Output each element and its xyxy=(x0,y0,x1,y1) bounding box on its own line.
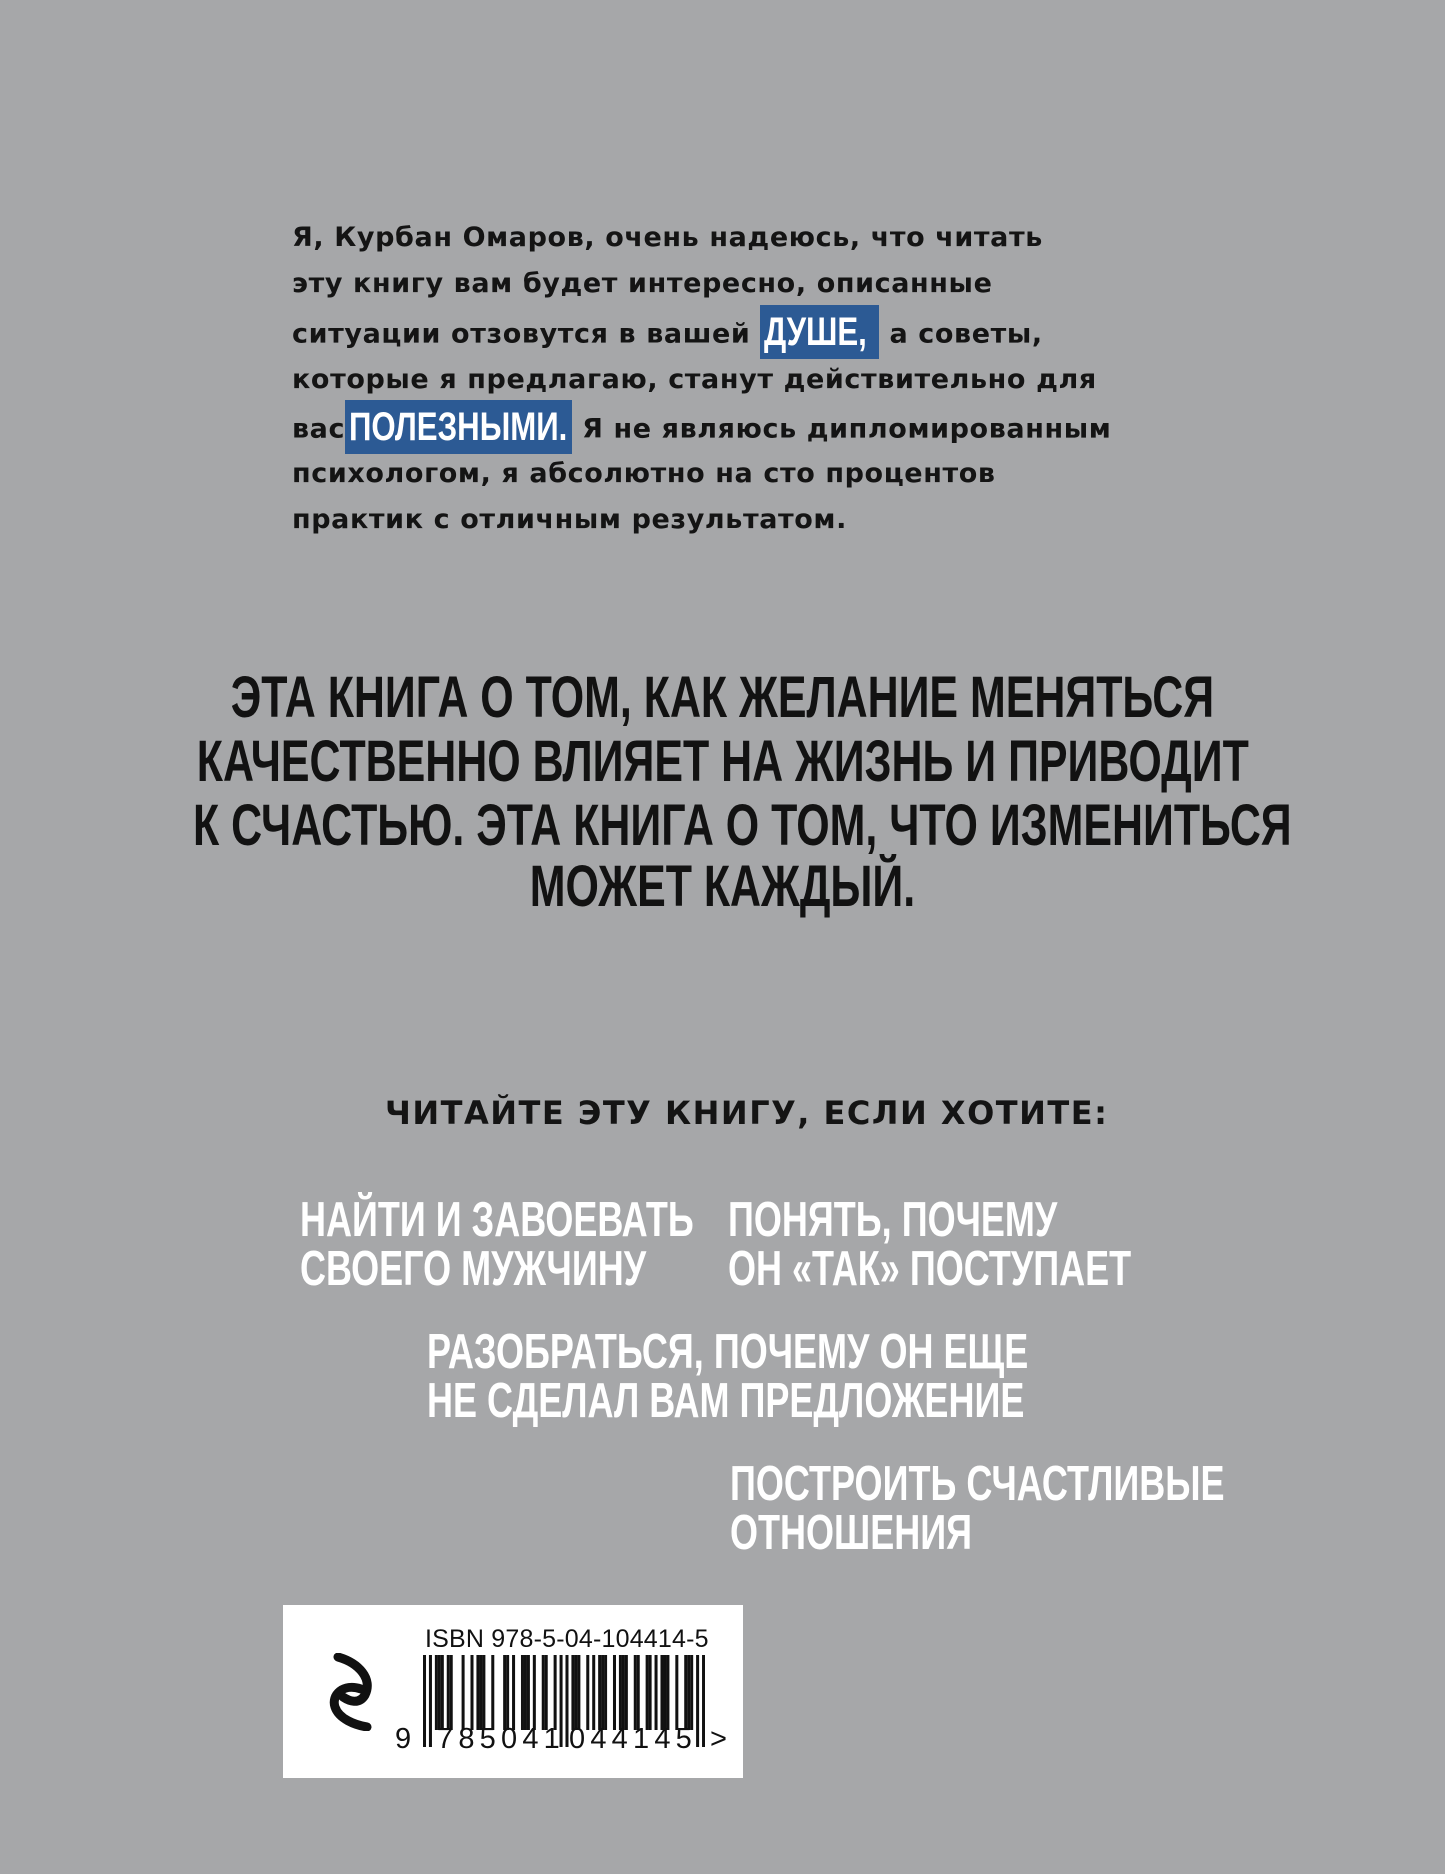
intro-text: а советы, xyxy=(889,318,1043,350)
reason-line: СВОЕГО МУЖЧИНУ xyxy=(300,1242,647,1296)
reason-line: НАЙТИ И ЗАВОЕВАТЬ xyxy=(300,1193,694,1247)
barcode-left-digits: 785041 xyxy=(437,1723,565,1755)
headline-line: МОЖЕТ КАЖДЫЙ. xyxy=(529,854,916,919)
intro-text: вас xyxy=(292,413,346,445)
intro-text: Я, Курбан Омаров, очень надеюсь, что читать xyxy=(292,222,1043,253)
highlight-word-useful: ПОЛЕЗНЫМИ. xyxy=(345,400,572,454)
barcode-first-digit: 9 xyxy=(395,1723,412,1755)
barcode-right-digits: 044145 xyxy=(569,1723,697,1755)
publisher-logo-icon xyxy=(329,1653,377,1731)
reason-line: ПОНЯТЬ, ПОЧЕМУ xyxy=(728,1193,1058,1247)
headline-line: КАЧЕСТВЕННО ВЛИЯЕТ НА ЖИЗНЬ И ПРИВОДИТ xyxy=(196,729,1249,794)
intro-text: которые я предлагаю, станут действительно для xyxy=(292,364,1097,395)
intro-text: эту книгу вам будет интересно, описанные xyxy=(292,268,993,299)
intro-text: Я не являюсь дипломированным xyxy=(582,413,1112,445)
reason-line: НЕ СДЕЛАЛ ВАМ ПРЕДЛОЖЕНИЕ xyxy=(427,1374,1025,1428)
isbn-barcode-panel xyxy=(283,1605,743,1778)
intro-text: психологом, я абсолютно на сто процентов xyxy=(292,458,996,489)
isbn-label: ISBN 978-5-04-104414-5 xyxy=(425,1625,709,1653)
reason-line: ПОСТРОИТЬ СЧАСТЛИВЫЕ xyxy=(730,1457,1225,1511)
headline-line: ЭТА КНИГА О ТОМ, КАК ЖЕЛАНИЕ МЕНЯТЬСЯ xyxy=(230,665,1215,730)
intro-line xyxy=(292,214,1043,261)
reasons-title: ЧИТАЙТЕ ЭТУ КНИГУ, ЕСЛИ ХОТИТЕ: xyxy=(385,1094,1109,1132)
intro-line xyxy=(292,403,1111,450)
highlight-word-soul: ДУШЕ, xyxy=(760,305,879,359)
intro-line xyxy=(292,260,992,307)
intro-line xyxy=(292,496,847,543)
reason-line: РАЗОБРАТЬСЯ, ПОЧЕМУ ОН ЕЩЕ xyxy=(427,1325,1029,1379)
intro-text: ситуации отзовутся в вашей xyxy=(292,318,751,350)
reason-line: ОТНОШЕНИЯ xyxy=(730,1506,973,1560)
intro-line xyxy=(292,356,1097,403)
intro-text: практик с отличным результатом. xyxy=(292,504,847,535)
headline-line: К СЧАСТЬЮ. ЭТА КНИГА О ТОМ, ЧТО ИЗМЕНИТЬСЯ xyxy=(193,793,1292,858)
barcode-quiet-zone-mark: > xyxy=(710,1723,727,1755)
reason-line: ОН «ТАК» ПОСТУПАЕТ xyxy=(728,1242,1132,1296)
intro-line xyxy=(292,450,996,497)
intro-line xyxy=(292,308,1043,355)
